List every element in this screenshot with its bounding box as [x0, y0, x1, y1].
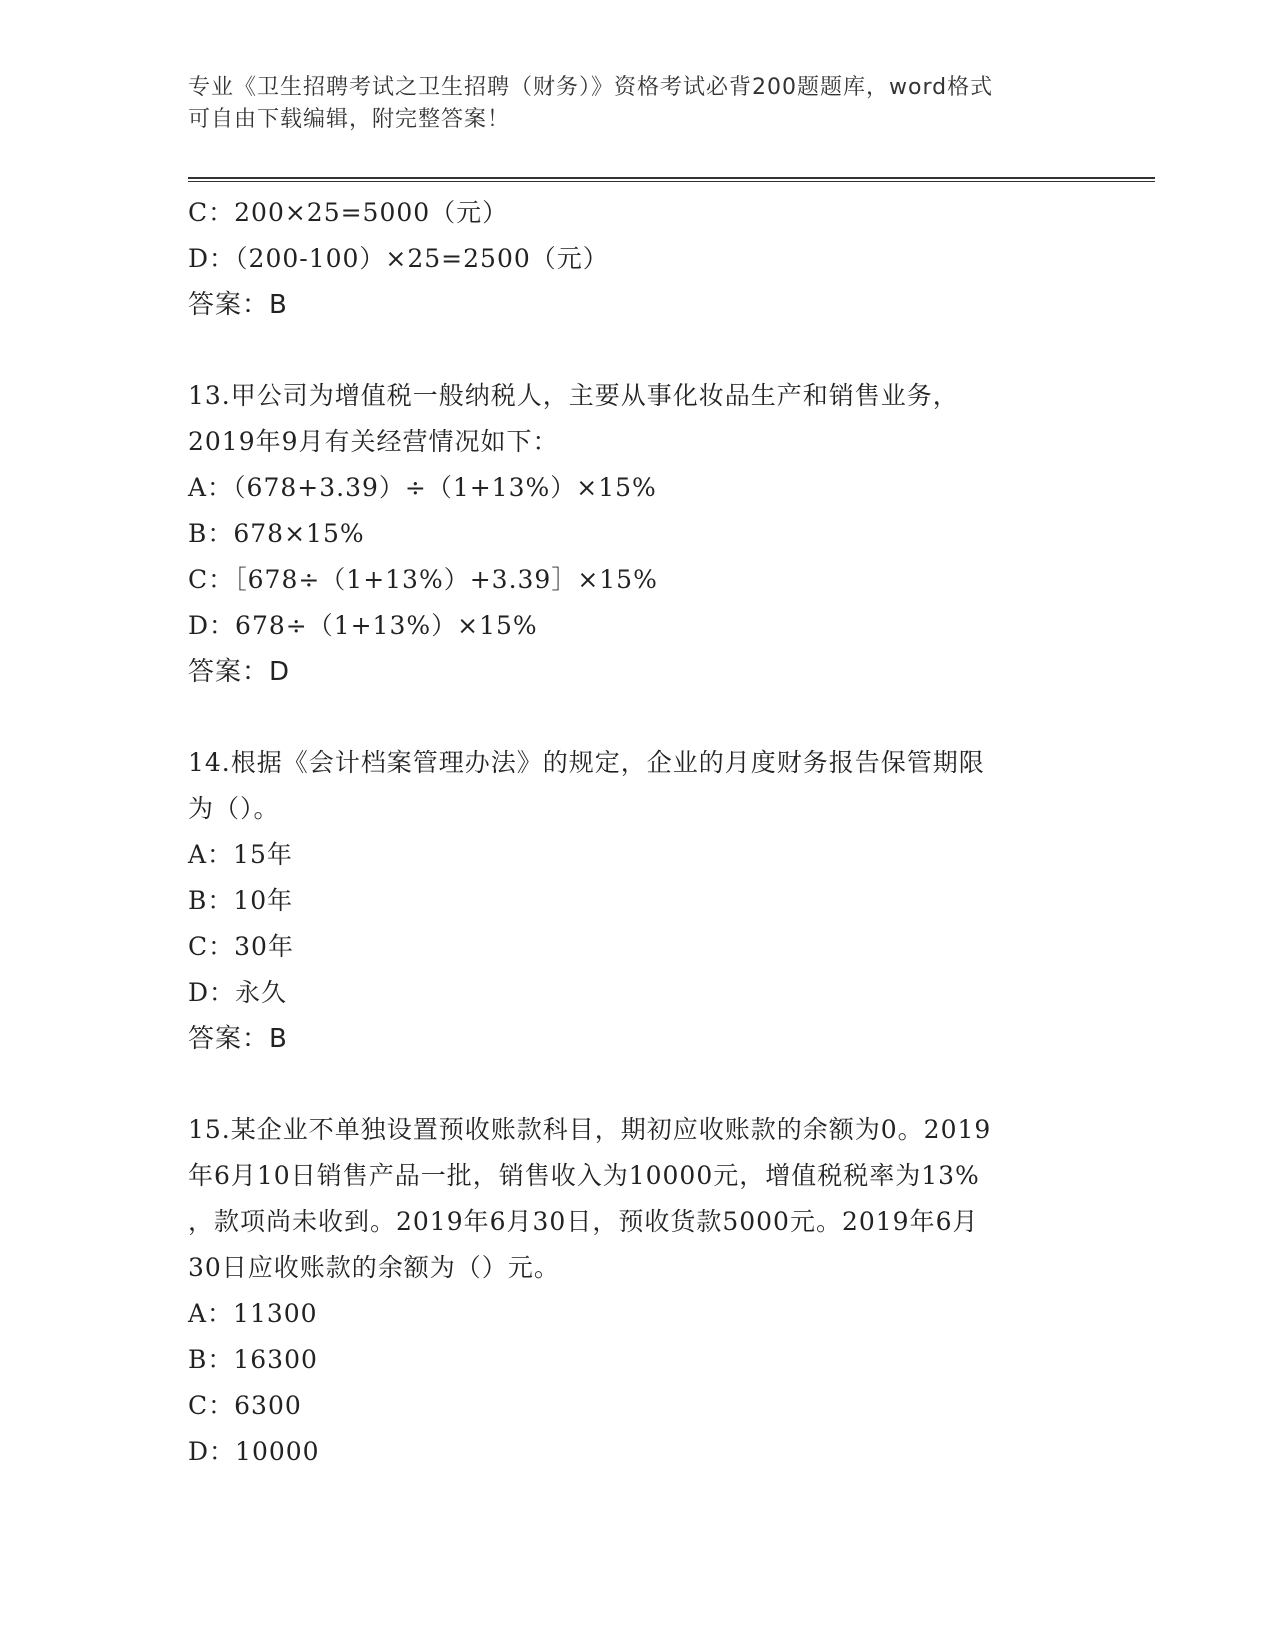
answer: 答案：B [188, 290, 288, 320]
option-d: D：678÷（1+13%）×15% [188, 611, 538, 640]
question-14 [188, 740, 1088, 1062]
answer: 答案：D [188, 657, 291, 687]
question-15 [188, 1107, 1088, 1475]
question-stem: 为（）。 [188, 794, 280, 823]
option-b: B：16300 [188, 1345, 318, 1374]
option-a: A：（678+3.39）÷（1+13%）×15% [188, 473, 657, 502]
question-stem: 2019年9月有关经营情况如下： [188, 427, 559, 456]
question-stem: 13.甲公司为增值税一般纳税人，主要从事化妆品生产和销售业务， [188, 381, 959, 410]
option-d: D：永久 [188, 978, 288, 1007]
header-title-line-1: 专业《卫生招聘考试之卫生招聘（财务）》资格考试必背200题题库，word格式 [188, 75, 994, 100]
option-c: C：200×25=5000（元） [188, 198, 509, 227]
question-stem: 年6月10日销售产品一批，销售收入为10000元，增值税税率为13% [188, 1161, 980, 1190]
header-title-line-2: 可自由下载编辑，附完整答案！ [188, 107, 511, 132]
question-stem: 14.根据《会计档案管理办法》的规定，企业的月度财务报告保管期限 [188, 748, 985, 777]
option-c: C：6300 [188, 1391, 302, 1420]
question-content [188, 190, 1088, 1475]
option-c: C：30年 [188, 932, 294, 961]
option-d: D：（200-100）×25=2500（元） [188, 244, 609, 273]
option-c: C：［678÷（1+13%）+3.39］×15% [188, 565, 658, 594]
spacer [188, 328, 1088, 373]
option-b: B：678×15% [188, 519, 365, 548]
spacer [188, 1062, 1088, 1107]
question-12-tail [188, 190, 1088, 328]
spacer [188, 695, 1088, 740]
option-b: B：10年 [188, 886, 294, 915]
option-d: D：10000 [188, 1437, 320, 1466]
header-divider [188, 177, 1155, 182]
option-a: A：15年 [188, 840, 293, 869]
answer: 答案：B [188, 1024, 288, 1054]
page-header [188, 72, 1078, 136]
question-13 [188, 373, 1088, 695]
question-stem: 30日应收账款的余额为（）元。 [188, 1253, 560, 1282]
question-stem: ，款项尚未收到。2019年6月30日，预收货款5000元。2019年6月 [188, 1207, 979, 1236]
question-stem: 15.某企业不单独设置预收账款科目，期初应收账款的余额为0。2019 [188, 1115, 992, 1144]
option-a: A：11300 [188, 1299, 318, 1328]
